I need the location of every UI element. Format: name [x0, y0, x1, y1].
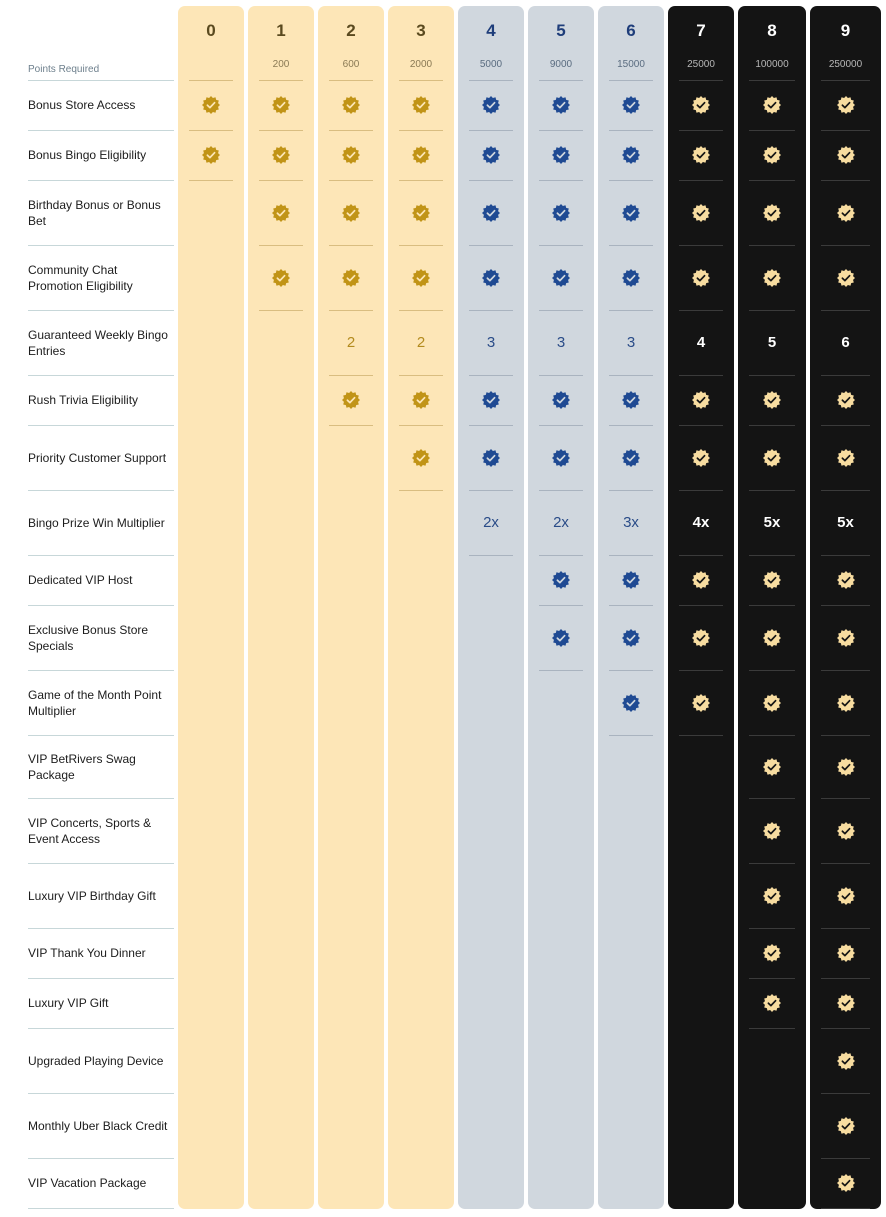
- cell-divider: [539, 375, 583, 376]
- benefit-value: 2x: [553, 513, 569, 531]
- points-required-label: Points Required: [28, 64, 100, 75]
- verified-check-icon: [763, 449, 781, 467]
- cell-divider: [679, 180, 723, 181]
- cell-divider: [821, 425, 870, 426]
- level-number: 1: [276, 21, 286, 40]
- level-number: 5: [556, 21, 566, 40]
- cell-divider: [821, 130, 870, 131]
- cell-divider: [679, 310, 723, 311]
- verified-check-icon: [837, 269, 855, 287]
- level-number: 8: [767, 21, 777, 40]
- verified-check-icon: [763, 146, 781, 164]
- verified-check-icon: [837, 449, 855, 467]
- cell-divider: [609, 425, 653, 426]
- verified-check-icon: [692, 629, 710, 647]
- verified-check-icon: [692, 449, 710, 467]
- level-points: 600: [342, 59, 360, 70]
- benefit-value: 5x: [763, 513, 781, 531]
- cell-divider: [399, 245, 443, 246]
- verified-check-icon: [342, 269, 360, 287]
- cell-divider: [469, 555, 513, 556]
- feature-label: Guaranteed Weekly Bingo Entries: [28, 327, 168, 358]
- cell-divider: [609, 375, 653, 376]
- verified-check-icon: [412, 146, 430, 164]
- verified-check-icon: [763, 994, 781, 1012]
- cell-divider: [399, 80, 443, 81]
- verified-check-icon: [763, 391, 781, 409]
- cell-divider: [749, 978, 795, 979]
- cell-divider: [821, 1093, 870, 1094]
- cell-divider: [539, 310, 583, 311]
- level-column-2: [318, 6, 384, 1209]
- cell-divider: [539, 80, 583, 81]
- verified-check-icon: [763, 269, 781, 287]
- cell-divider: [821, 928, 870, 929]
- verified-check-icon: [622, 629, 640, 647]
- verified-check-icon: [837, 694, 855, 712]
- cell-divider: [609, 670, 653, 671]
- verified-check-icon: [692, 571, 710, 589]
- verified-check-icon: [692, 391, 710, 409]
- level-points: 250000: [828, 59, 863, 70]
- verified-check-icon: [272, 96, 290, 114]
- cell-divider: [539, 180, 583, 181]
- feature-label: Bonus Store Access: [28, 98, 136, 112]
- cell-divider: [399, 490, 443, 491]
- verified-check-icon: [342, 391, 360, 409]
- verified-check-icon: [552, 629, 570, 647]
- cell-divider: [539, 490, 583, 491]
- cell-divider: [539, 555, 583, 556]
- level-points: 15000: [617, 59, 645, 70]
- verified-check-icon: [482, 391, 500, 409]
- cell-divider: [329, 130, 373, 131]
- cell-divider: [749, 863, 795, 864]
- level-points: 5000: [479, 59, 503, 70]
- verified-check-icon: [272, 204, 290, 222]
- cell-divider: [749, 555, 795, 556]
- level-points: 9000: [549, 59, 573, 70]
- cell-divider: [749, 670, 795, 671]
- verified-check-icon: [763, 822, 781, 840]
- cell-divider: [821, 245, 870, 246]
- level-column-6: [598, 6, 664, 1209]
- cell-divider: [749, 605, 795, 606]
- verified-check-icon: [763, 629, 781, 647]
- cell-divider: [469, 490, 513, 491]
- feature-label: Rush Trivia Eligibility: [28, 393, 139, 407]
- cell-divider: [679, 490, 723, 491]
- verified-check-icon: [837, 944, 855, 962]
- verified-check-icon: [622, 571, 640, 589]
- cell-divider: [821, 1158, 870, 1159]
- level-column-7: [668, 6, 734, 1209]
- cell-divider: [469, 310, 513, 311]
- level-column-5: [528, 6, 594, 1209]
- benefit-value: 4: [696, 333, 706, 351]
- verified-check-icon: [763, 694, 781, 712]
- cell-divider: [259, 180, 303, 181]
- cell-divider: [469, 375, 513, 376]
- verified-check-icon: [837, 822, 855, 840]
- cell-divider: [609, 80, 653, 81]
- cell-divider: [329, 425, 373, 426]
- verified-check-icon: [482, 204, 500, 222]
- verified-check-icon: [837, 204, 855, 222]
- verified-check-icon: [552, 269, 570, 287]
- verified-check-icon: [692, 204, 710, 222]
- cell-divider: [259, 245, 303, 246]
- cell-divider: [749, 375, 795, 376]
- feature-label: Community Chat Promotion Eligibility: [28, 262, 133, 293]
- verified-check-icon: [622, 269, 640, 287]
- verified-check-icon: [837, 887, 855, 905]
- verified-check-icon: [692, 269, 710, 287]
- cell-divider: [329, 180, 373, 181]
- benefit-value: 3: [486, 333, 496, 351]
- cell-divider: [821, 310, 870, 311]
- verified-check-icon: [622, 96, 640, 114]
- cell-divider: [821, 735, 870, 736]
- cell-divider: [609, 310, 653, 311]
- verified-check-icon: [552, 571, 570, 589]
- verified-check-icon: [202, 146, 220, 164]
- verified-check-icon: [692, 146, 710, 164]
- level-points: [178, 58, 244, 72]
- verified-check-icon: [622, 391, 640, 409]
- verified-check-icon: [837, 1174, 855, 1192]
- verified-check-icon: [763, 887, 781, 905]
- verified-check-icon: [272, 269, 290, 287]
- level-number: 7: [696, 21, 706, 40]
- cell-divider: [189, 80, 233, 81]
- verified-check-icon: [763, 204, 781, 222]
- verified-check-icon: [552, 146, 570, 164]
- verified-check-icon: [482, 146, 500, 164]
- level-number: 3: [416, 21, 426, 40]
- cell-divider: [539, 670, 583, 671]
- cell-divider: [469, 245, 513, 246]
- feature-label: VIP Thank You Dinner: [28, 946, 146, 960]
- cell-divider: [821, 605, 870, 606]
- verified-check-icon: [837, 96, 855, 114]
- benefit-value: 3: [556, 333, 566, 351]
- cell-divider: [679, 375, 723, 376]
- cell-divider: [539, 245, 583, 246]
- verified-check-icon: [272, 146, 290, 164]
- cell-divider: [749, 80, 795, 81]
- feature-label: Upgraded Playing Device: [28, 1053, 164, 1068]
- benefit-value: 2: [346, 333, 356, 351]
- feature-label: VIP Concerts, Sports & Event Access: [28, 815, 152, 846]
- level-number: 0: [206, 21, 216, 40]
- cell-divider: [469, 130, 513, 131]
- level-points: 100000: [755, 59, 789, 70]
- label-divider: [28, 1208, 174, 1209]
- verified-check-icon: [837, 571, 855, 589]
- benefit-value: 2x: [483, 513, 499, 531]
- verified-check-icon: [412, 204, 430, 222]
- cell-divider: [821, 670, 870, 671]
- level-column-3: [388, 6, 454, 1209]
- cell-divider: [749, 735, 795, 736]
- verified-check-icon: [837, 146, 855, 164]
- cell-divider: [609, 490, 653, 491]
- verified-check-icon: [482, 449, 500, 467]
- cell-divider: [749, 490, 795, 491]
- benefit-value: 5x: [837, 513, 854, 531]
- cell-divider: [749, 798, 795, 799]
- cell-divider: [679, 245, 723, 246]
- verified-check-icon: [622, 694, 640, 712]
- cell-divider: [329, 245, 373, 246]
- verified-check-icon: [412, 449, 430, 467]
- cell-divider: [259, 130, 303, 131]
- benefit-value: 2: [416, 333, 426, 351]
- verified-check-icon: [202, 96, 220, 114]
- cell-divider: [539, 130, 583, 131]
- verified-check-icon: [763, 571, 781, 589]
- cell-divider: [399, 180, 443, 181]
- cell-divider: [609, 245, 653, 246]
- cell-divider: [679, 130, 723, 131]
- cell-divider: [189, 180, 233, 181]
- verified-check-icon: [763, 944, 781, 962]
- cell-divider: [399, 310, 443, 311]
- verified-check-icon: [837, 629, 855, 647]
- cell-divider: [821, 863, 870, 864]
- cell-divider: [469, 425, 513, 426]
- benefit-value: 6: [841, 333, 850, 351]
- feature-label: Luxury VIP Gift: [28, 996, 109, 1010]
- cell-divider: [749, 180, 795, 181]
- verified-check-icon: [482, 269, 500, 287]
- level-number: 2: [346, 21, 356, 40]
- cell-divider: [399, 130, 443, 131]
- cell-divider: [469, 80, 513, 81]
- cell-divider: [821, 1208, 870, 1209]
- verified-check-icon: [412, 391, 430, 409]
- feature-label: Monthly Uber Black Credit: [28, 1118, 168, 1133]
- cell-divider: [821, 798, 870, 799]
- verified-check-icon: [342, 204, 360, 222]
- cell-divider: [329, 80, 373, 81]
- cell-divider: [749, 310, 795, 311]
- verified-check-icon: [837, 1052, 855, 1070]
- feature-label: Priority Customer Support: [28, 450, 167, 465]
- cell-divider: [821, 375, 870, 376]
- verified-check-icon: [412, 96, 430, 114]
- cell-divider: [609, 555, 653, 556]
- cell-divider: [259, 80, 303, 81]
- cell-divider: [329, 375, 373, 376]
- cell-divider: [679, 555, 723, 556]
- verified-check-icon: [763, 96, 781, 114]
- cell-divider: [821, 1028, 870, 1029]
- benefit-value: 4x: [692, 513, 710, 531]
- cell-divider: [679, 80, 723, 81]
- cell-divider: [539, 425, 583, 426]
- feature-label: Exclusive Bonus Store Specials: [28, 622, 149, 653]
- cell-divider: [609, 605, 653, 606]
- feature-label: Bonus Bingo Eligibility: [28, 148, 147, 162]
- cell-divider: [469, 180, 513, 181]
- verified-check-icon: [412, 269, 430, 287]
- benefit-value: 3: [626, 333, 636, 351]
- verified-check-icon: [482, 96, 500, 114]
- cell-divider: [539, 605, 583, 606]
- feature-label: Dedicated VIP Host: [28, 573, 133, 587]
- verified-check-icon: [552, 391, 570, 409]
- cell-divider: [821, 490, 870, 491]
- verified-check-icon: [837, 758, 855, 776]
- verified-check-icon: [763, 758, 781, 776]
- level-points: 2000: [409, 59, 433, 70]
- cell-divider: [749, 245, 795, 246]
- verified-check-icon: [552, 204, 570, 222]
- cell-divider: [821, 555, 870, 556]
- cell-divider: [609, 130, 653, 131]
- feature-label: Luxury VIP Birthday Gift: [28, 888, 156, 903]
- cell-divider: [679, 425, 723, 426]
- cell-divider: [749, 130, 795, 131]
- verified-check-icon: [622, 146, 640, 164]
- cell-divider: [609, 735, 653, 736]
- verified-check-icon: [342, 96, 360, 114]
- cell-divider: [821, 978, 870, 979]
- cell-divider: [189, 130, 233, 131]
- cell-divider: [609, 180, 653, 181]
- cell-divider: [679, 605, 723, 606]
- feature-label: VIP Vacation Package: [28, 1176, 147, 1190]
- verified-check-icon: [342, 146, 360, 164]
- cell-divider: [329, 310, 373, 311]
- level-number: 9: [840, 21, 851, 40]
- benefit-value: 3x: [623, 513, 639, 531]
- feature-label: Birthday Bonus or Bonus Bet: [28, 197, 161, 228]
- level-column-1: [248, 6, 314, 1209]
- verified-check-icon: [837, 391, 855, 409]
- verified-check-icon: [837, 1117, 855, 1135]
- cell-divider: [399, 425, 443, 426]
- cell-divider: [399, 375, 443, 376]
- cell-divider: [749, 425, 795, 426]
- cell-divider: [679, 735, 723, 736]
- level-points: 200: [272, 59, 290, 70]
- cell-divider: [749, 1028, 795, 1029]
- level-number: 6: [626, 21, 636, 40]
- cell-divider: [821, 180, 870, 181]
- level-number: 4: [486, 21, 496, 40]
- verified-check-icon: [552, 96, 570, 114]
- feature-label: Bingo Prize Win Multiplier: [28, 515, 165, 530]
- cell-divider: [679, 670, 723, 671]
- cell-divider: [259, 310, 303, 311]
- feature-label: VIP BetRivers Swag Package: [28, 751, 136, 782]
- level-column-4: [458, 6, 524, 1209]
- benefit-value: 5: [767, 333, 777, 351]
- cell-divider: [749, 928, 795, 929]
- verified-check-icon: [837, 994, 855, 1012]
- verified-check-icon: [552, 449, 570, 467]
- verified-check-icon: [692, 96, 710, 114]
- verified-check-icon: [692, 694, 710, 712]
- verified-check-icon: [622, 449, 640, 467]
- level-column-0: [178, 6, 244, 1209]
- level-points: 25000: [687, 59, 715, 70]
- feature-label: Game of the Month Point Multiplier: [28, 687, 162, 718]
- verified-check-icon: [622, 204, 640, 222]
- cell-divider: [821, 80, 870, 81]
